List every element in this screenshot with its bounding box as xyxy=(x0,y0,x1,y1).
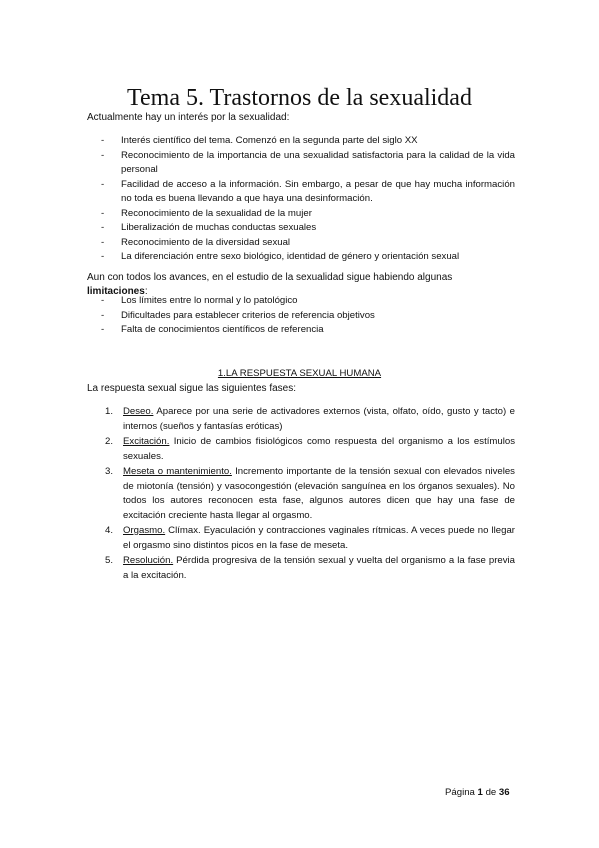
phases-list xyxy=(87,405,515,584)
phase-number: 2. xyxy=(105,436,114,447)
limits-paragraph: Aun con todos los avances, en el estudio de la sexualidad sigue habiendo algunas limitaciones: xyxy=(87,272,453,297)
list-item: - Reconocimiento de la diversidad sexual xyxy=(87,236,515,251)
list-item: - Los límites entre lo normal y lo patológico xyxy=(87,294,515,309)
interest-list xyxy=(87,134,515,265)
phase-term: Excitación. xyxy=(123,436,170,447)
list-item: - Reconocimiento de la sexualidad de la mujer xyxy=(87,207,515,222)
phase-term: Orgasmo. xyxy=(123,525,166,536)
phases-intro: La respuesta sexual sigue las siguientes fases: xyxy=(87,383,297,394)
list-item: - La diferenciación entre sexo biológico, identidad de género y orientación sexual xyxy=(87,250,515,265)
phase-item: 2. Excitación. Inicio de cambios fisiológicos como respuesta del organismo a los estímulos sexuales. xyxy=(105,436,515,462)
bullet-dash: - xyxy=(101,222,105,233)
bullet-dash: - xyxy=(101,324,105,335)
phase-item: 5. Resolución. Pérdida progresiva de la tensión sexual y vuelta del organismo a la fase previa a la excitación. xyxy=(105,555,515,581)
page-title: Tema 5. Trastornos de la sexualidad xyxy=(127,85,472,111)
bullet-dash: - xyxy=(101,207,105,219)
phase-term: Meseta o mantenimiento. xyxy=(123,466,232,477)
phase-number: 1. xyxy=(105,406,114,417)
phase-term: Resolución. xyxy=(123,555,174,566)
phase-item: 3. Meseta o mantenimiento. Incremento importante de la tensión sexual con elevados niveles de miotonía (tensión) y vasocongestión (elevación sanguínea en los órganos sexuales). No todos los autores reconocen esta fase, algunos autores dicen que hay una fase de excitación creciente hasta llegar al orgasmo. xyxy=(105,466,515,521)
current-page: 1 xyxy=(477,787,483,798)
phase-number: 4. xyxy=(105,525,114,536)
section-heading: 1.LA RESPUESTA SEXUAL HUMANA xyxy=(217,368,382,379)
list-item: - Liberalización de muchas conductas sexuales xyxy=(87,221,515,236)
total-pages: 36 xyxy=(498,787,510,798)
list-item: - Falta de conocimientos científicos de referencia xyxy=(87,323,515,338)
bullet-dash: - xyxy=(101,309,105,321)
limits-keyword: limitaciones xyxy=(87,286,145,297)
list-item: - Reconocimiento de la importancia de una sexualidad satisfactoria para la calidad de la vida personal xyxy=(101,149,515,175)
bullet-dash: - xyxy=(101,149,105,161)
phase-item: 4. Orgasmo. Clímax. Eyaculación y contracciones vaginales rítmicas. A veces puede no llegar el orgasmo sino distintos picos en la fase de meseta. xyxy=(105,525,515,551)
list-item: - Facilidad de acceso a la información. Sin embargo, a pesar de que hay mucha información no toda es buena llevando a que haya una desinformación. xyxy=(101,178,515,204)
list-item: - Interés científico del tema. Comenzó en la segunda parte del siglo XX xyxy=(87,134,515,149)
phase-term: Deseo. xyxy=(123,406,154,417)
bullet-dash: - xyxy=(101,135,105,146)
bullet-dash: - xyxy=(101,236,105,248)
bullet-dash: - xyxy=(101,295,105,306)
page-number-footer: Página 1 de 36 xyxy=(445,787,510,798)
bullet-dash: - xyxy=(101,251,105,262)
intro-paragraph: Actualmente hay un interés por la sexualidad: xyxy=(87,112,290,123)
bullet-dash: - xyxy=(101,178,105,190)
phase-number: 5. xyxy=(105,555,114,566)
limits-list xyxy=(87,294,515,338)
list-item: - Dificultades para establecer criterios de referencia objetivos xyxy=(87,309,515,324)
phase-item: 1. Deseo. Aparece por una serie de activadores externos (vista, olfato, oído, gusto y tacto) e internos (sueños y fantasías eróticas) xyxy=(105,406,515,432)
phase-number: 3. xyxy=(105,466,114,477)
